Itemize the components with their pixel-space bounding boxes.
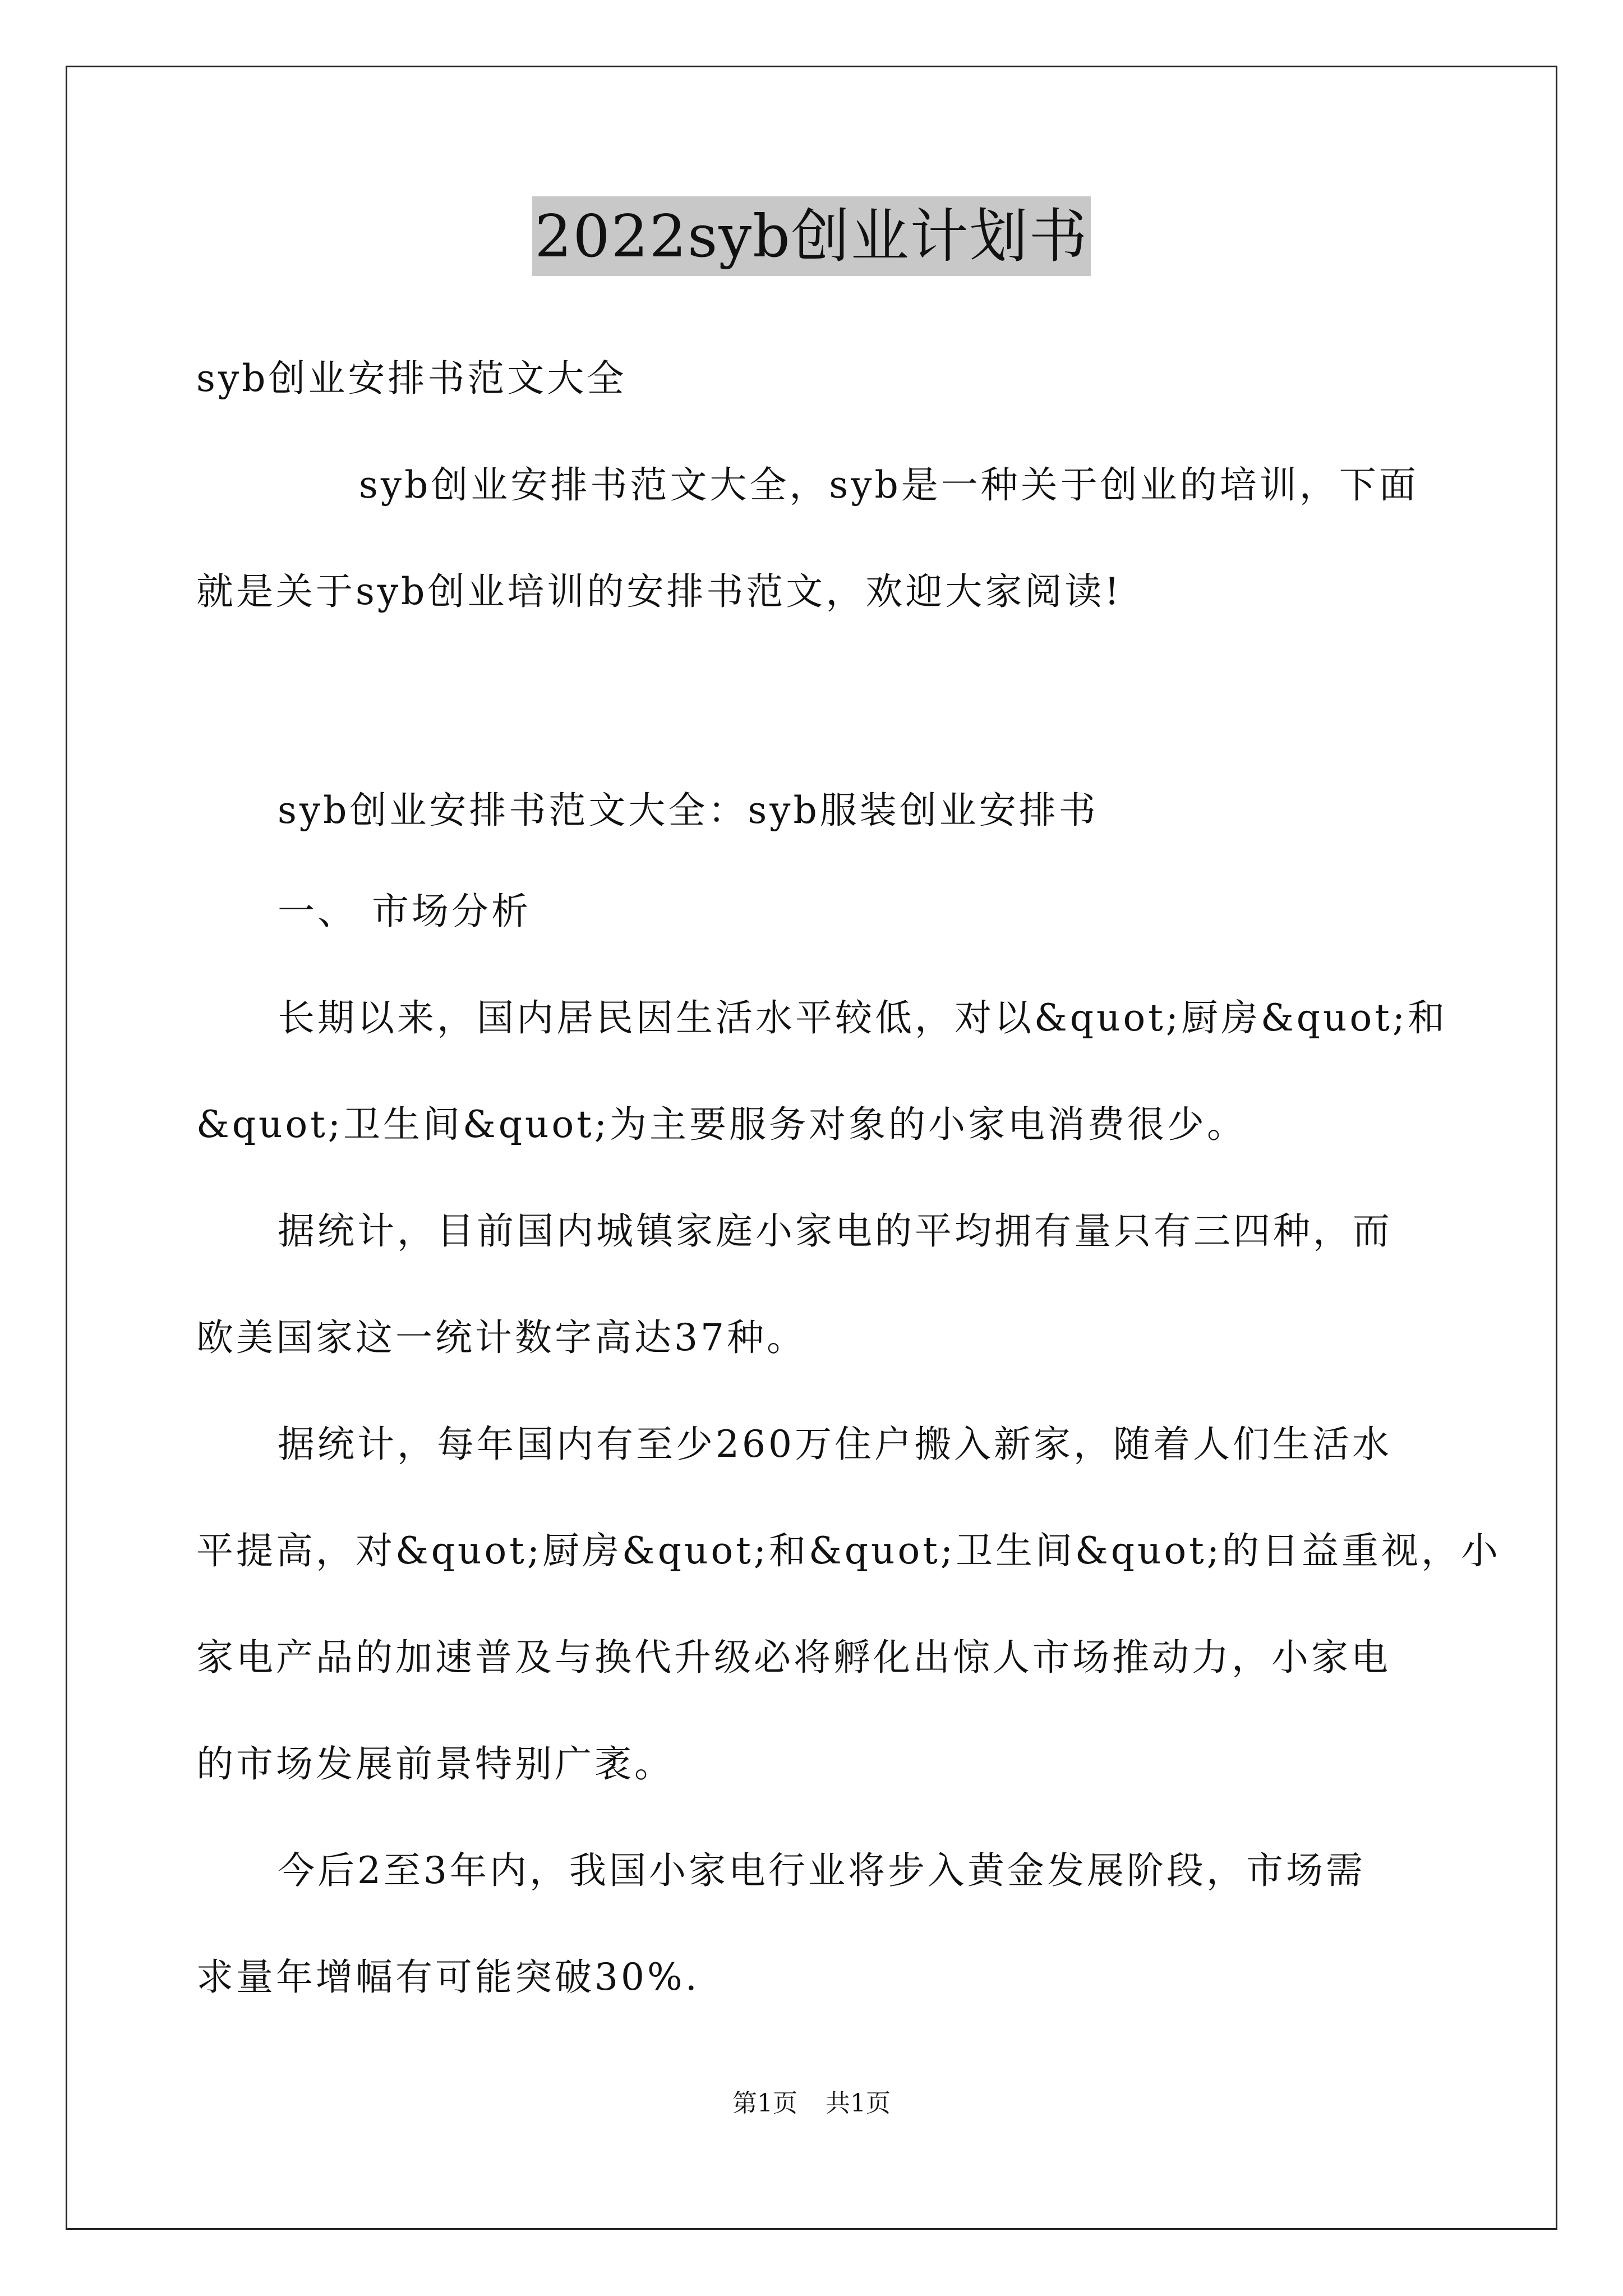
page-footer bbox=[0, 2087, 1623, 2120]
document-subtitle: syb创业安排书范文大全 bbox=[196, 357, 627, 400]
section-heading: syb创业安排书范文大全：syb服装创业安排书 bbox=[278, 789, 1099, 832]
total-pages: 共1页 bbox=[826, 2089, 891, 2118]
page-number: 第1页 bbox=[732, 2089, 797, 2118]
intro-line-2: 就是关于syb创业培训的安排书范文，欢迎大家阅读! bbox=[196, 570, 1122, 613]
paragraph-4-line-1: 今后2至3年内，我国小家电行业将步入黄金发展阶段，市场需 bbox=[278, 1849, 1366, 1892]
paragraph-2-line-2: 欧美国家这一统计数字高达37种。 bbox=[196, 1316, 806, 1359]
document-title: 2022syb创业计划书 bbox=[532, 196, 1090, 276]
paragraph-1-line-1: 长期以来，国内居民因生活水平较低，对以&quot;厨房&quot;和 bbox=[278, 996, 1447, 1039]
paragraph-3-line-4: 的市场发展前景特别广袤。 bbox=[196, 1742, 674, 1786]
subsection-heading: 一、 市场分析 bbox=[278, 890, 531, 933]
paragraph-3-line-1: 据统计，每年国内有至少260万住户搬入新家，随着人们生活水 bbox=[278, 1423, 1392, 1466]
paragraph-3-line-3: 家电产品的加速普及与换代升级必将孵化出惊人市场推动力，小家电 bbox=[196, 1636, 1391, 1679]
paragraph-4-line-2: 求量年增幅有可能突破30%. bbox=[196, 1955, 700, 1999]
paragraph-2-line-1: 据统计，目前国内城镇家庭小家电的平均拥有量只有三四种，而 bbox=[278, 1209, 1393, 1253]
paragraph-1-line-2: &quot;卫生间&quot;为主要服务对象的小家电消费很少。 bbox=[196, 1103, 1247, 1146]
paragraph-3-line-2: 平提高，对&quot;厨房&quot;和&quot;卫生间&quot;的日益重视，小 bbox=[196, 1529, 1501, 1572]
title-container bbox=[0, 196, 1623, 276]
intro-line-1: syb创业安排书范文大全，syb是一种关于创业的培训，下面 bbox=[359, 463, 1419, 507]
